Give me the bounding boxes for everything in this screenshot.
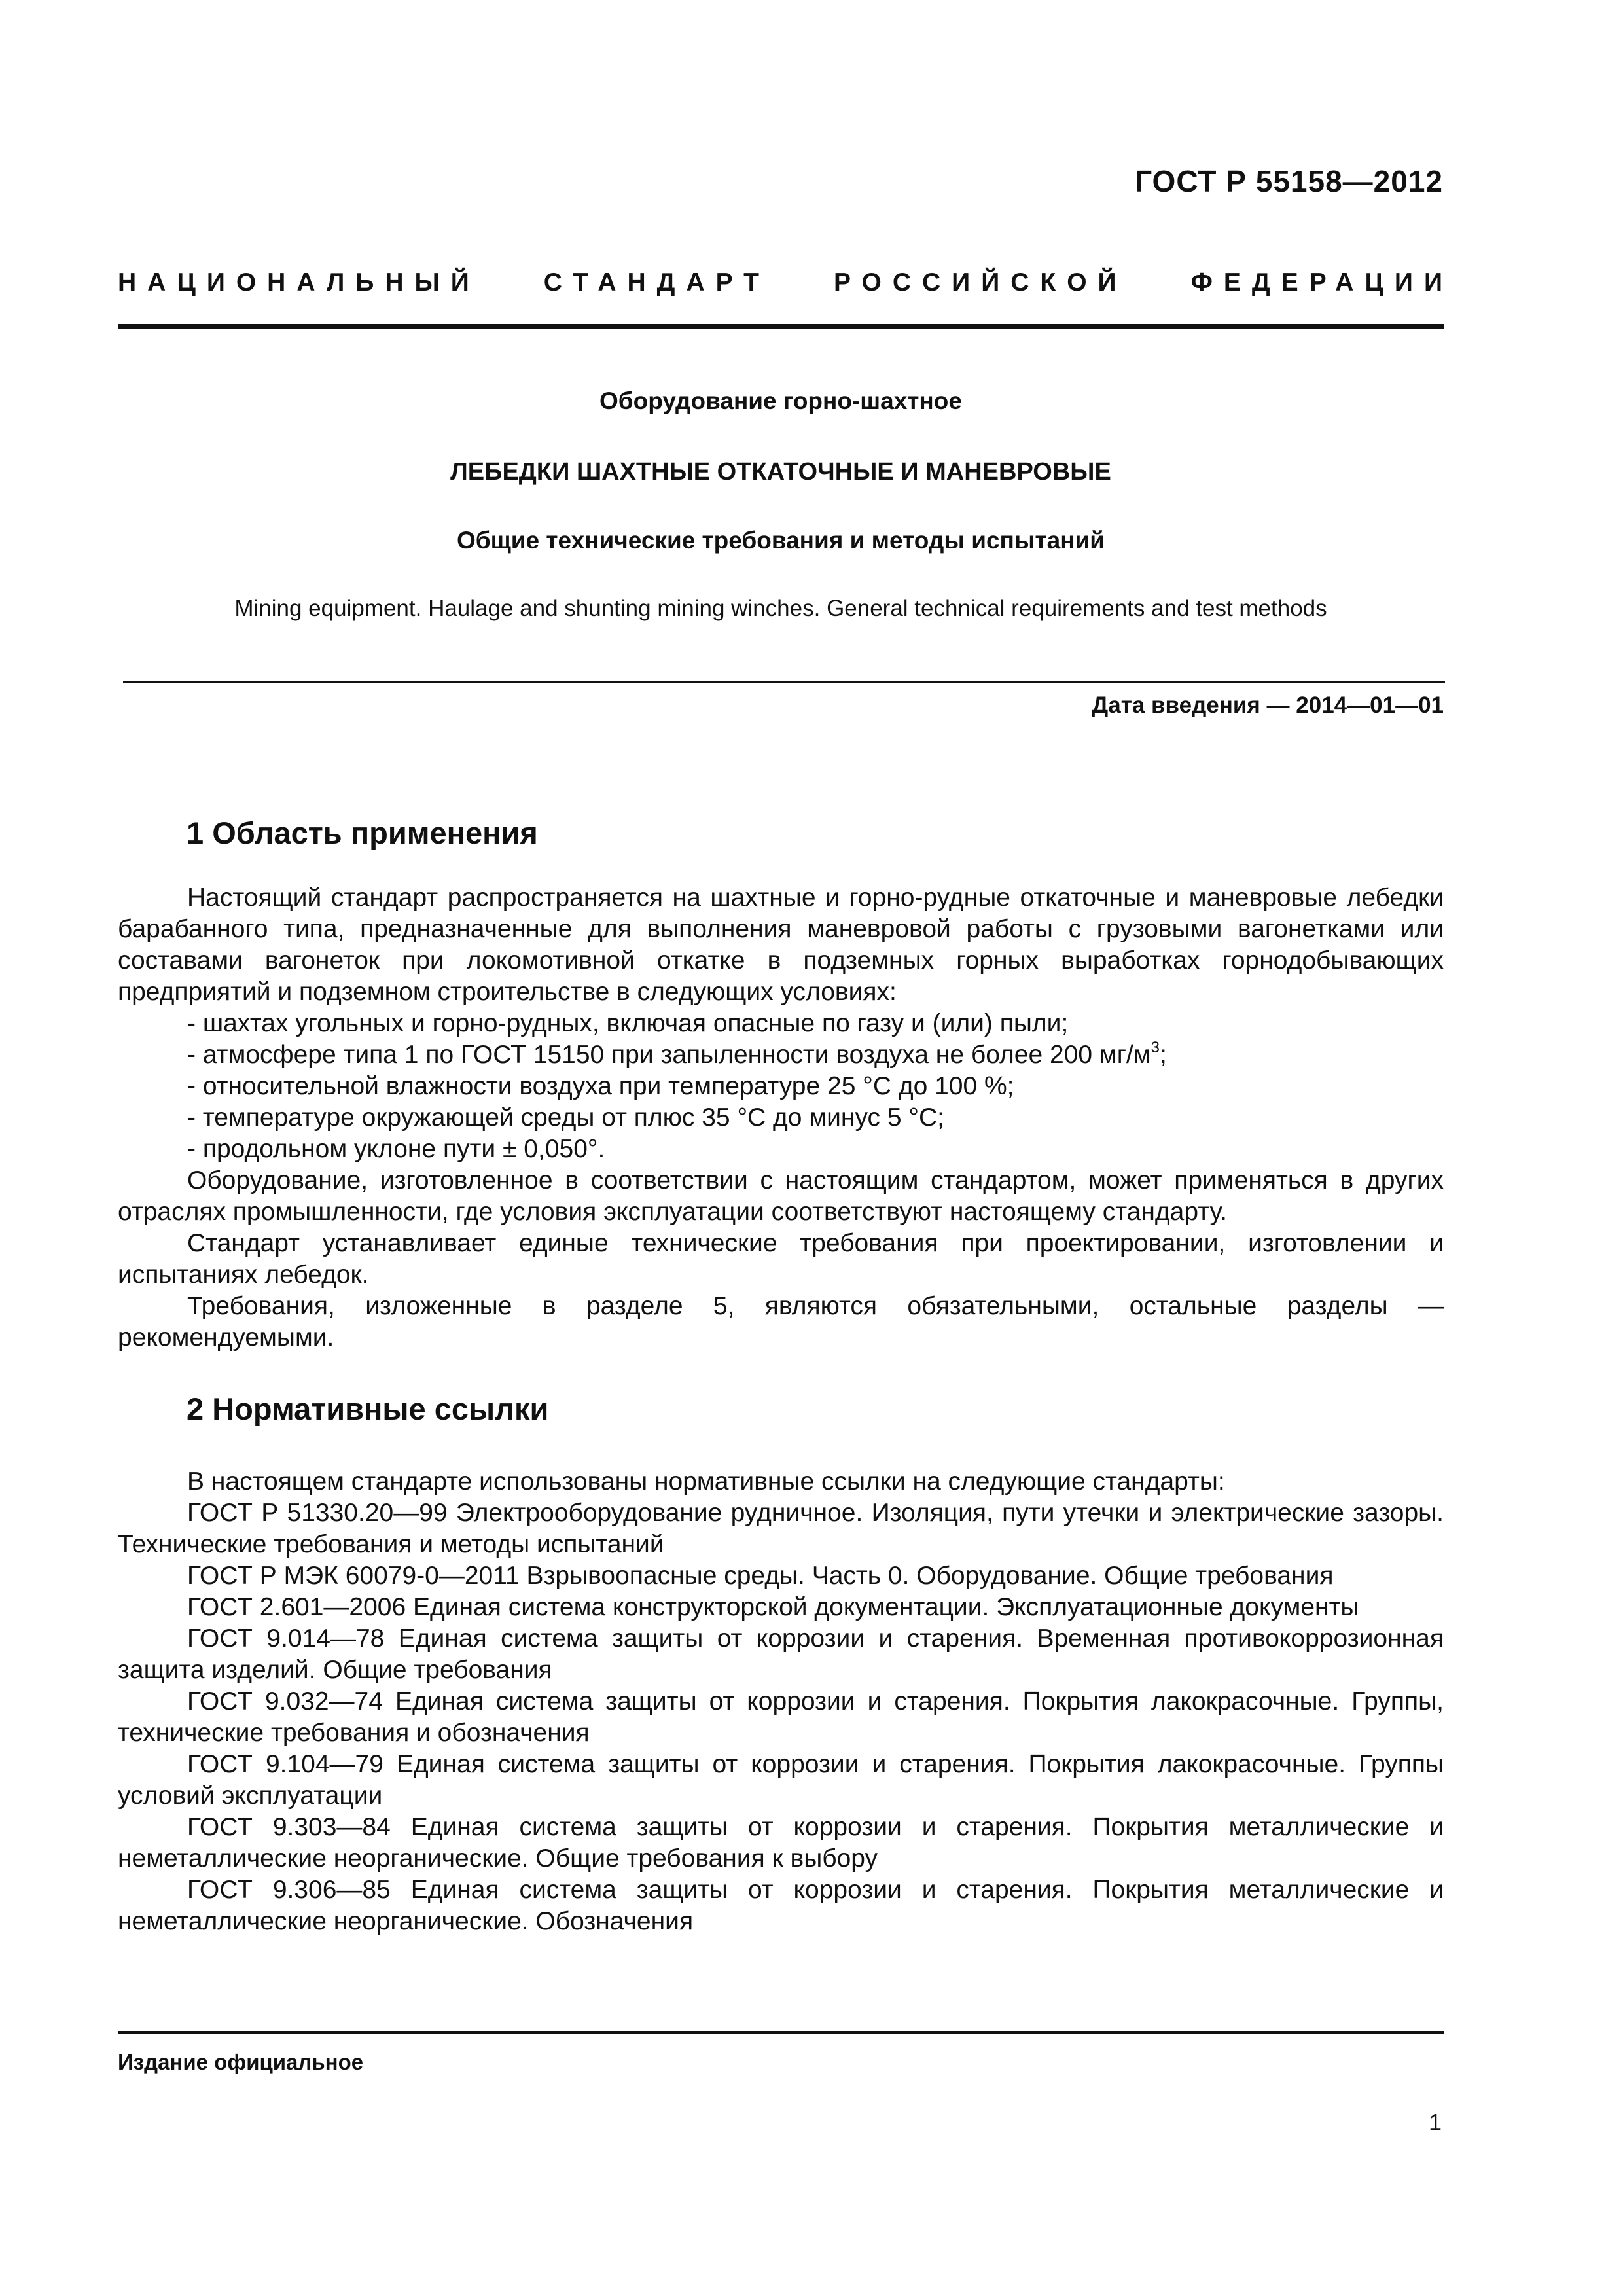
superscript: 3 bbox=[1150, 1039, 1160, 1056]
section-body-references bbox=[118, 1466, 1444, 1937]
document-subtitle: Общие технические требования и методы испытаний bbox=[456, 527, 1105, 554]
page-number: 1 bbox=[1428, 2109, 1442, 2136]
list-item bbox=[118, 1039, 1444, 1071]
reference-item: ГОСТ 9.014—78 Единая система защиты от коррозии и старения. Временная противокоррозионная защита изделий. Общие требования bbox=[118, 1624, 1444, 1684]
list-item: - относительной влажности воздуха при температуре 25 °С до 100 %; bbox=[187, 1072, 1014, 1100]
equipment-category: Оборудование горно-шахтное bbox=[599, 387, 962, 414]
paragraph: Оборудование, изготовленное в соответствии с настоящим стандартом, может применяться в других отраслях промышленности, где условия эксплуатации соответствуют настоящему стандарту. bbox=[118, 1166, 1444, 1226]
paragraph: Требования, изложенные в разделе 5, являются обязательными, остальные разделы — рекомендуемыми. bbox=[118, 1292, 1444, 1352]
reference-item: ГОСТ 9.306—85 Единая система защиты от коррозии и старения. Покрытия металлические и неметаллические неорганические. Обозначения bbox=[118, 1876, 1444, 1935]
reference-item: ГОСТ 9.032—74 Единая система защиты от коррозии и старения. Покрытия лакокрасочные. Группы, технические требования и обозначения bbox=[118, 1687, 1444, 1747]
paragraph: Настоящий стандарт распространяется на шахтные и горно-рудные откаточные и маневровые лебедки барабанного типа, предназначенные для выполнения маневровой работы с грузовыми вагонетками или составами вагонеток при локомотивной откатке в подземных горных выработках горнодобывающих предприятий и подземном строительстве в следующих условиях: bbox=[118, 884, 1444, 1006]
title-divider bbox=[123, 681, 1445, 683]
official-edition-label: Издание официальное bbox=[118, 2050, 364, 2074]
reference-item: ГОСТ 9.104—79 Единая система защиты от коррозии и старения. Покрытия лакокрасочные. Группы условий эксплуатации bbox=[118, 1750, 1444, 1810]
list-item-text: - атмосфере типа 1 по ГОСТ 15150 при запыленности воздуха не более 200 мг/м bbox=[187, 1041, 1151, 1069]
reference-item: ГОСТ Р 51330.20—99 Электрооборудование рудничное. Изоляция, пути утечки и электрические зазоры. Технические требования и методы испытаний bbox=[118, 1499, 1444, 1558]
reference-item: ГОСТ Р МЭК 60079-0—2011 Взрывоопасные среды. Часть 0. Оборудование. Общие требования bbox=[187, 1562, 1334, 1590]
footer-divider bbox=[118, 2031, 1444, 2034]
reference-item: ГОСТ 9.303—84 Единая система защиты от коррозии и старения. Покрытия металлические и неметаллические неорганические. Общие требования к выбору bbox=[118, 1813, 1444, 1873]
national-title-word: СТАНДАРТ bbox=[543, 268, 770, 296]
section-heading-references: 2 Нормативные ссылки bbox=[187, 1391, 549, 1426]
national-standard-title bbox=[118, 268, 1454, 297]
paragraph: Стандарт устанавливает единые технические требования при проектировании, изготовлении и испытаниях лебедок. bbox=[118, 1229, 1444, 1289]
list-item: - шахтах угольных и горно-рудных, включая опасные по газу и (или) пыли; bbox=[187, 1009, 1069, 1037]
english-title: Mining equipment. Haulage and shunting mining winches. General technical requirements and test methods bbox=[234, 596, 1327, 621]
section-body-scope bbox=[118, 882, 1444, 1354]
header-divider bbox=[118, 324, 1444, 329]
list-item-end: ; bbox=[1159, 1041, 1167, 1069]
standard-number: ГОСТ Р 55158—2012 bbox=[1135, 164, 1443, 198]
list-item: - температуре окружающей среды от плюс 35 °С до минус 5 °С; bbox=[187, 1103, 944, 1132]
reference-item: ГОСТ 2.601—2006 Единая система конструкторской документации. Эксплуатационные документы bbox=[187, 1593, 1359, 1621]
section-heading-scope: 1 Область применения bbox=[187, 816, 538, 850]
national-title-word: РОССИЙСКОЙ bbox=[834, 268, 1128, 296]
national-title-word: ФЕДЕРАЦИИ bbox=[1190, 268, 1454, 296]
national-title-word: НАЦИОНАЛЬНЫЙ bbox=[118, 268, 480, 296]
introduction-date: Дата введения — 2014—01—01 bbox=[1092, 692, 1444, 718]
document-title: ЛЕБЕДКИ ШАХТНЫЕ ОТКАТОЧНЫЕ И МАНЕВРОВЫЕ bbox=[450, 458, 1111, 486]
list-item: - продольном уклоне пути ± 0,050°. bbox=[187, 1135, 605, 1163]
paragraph: В настоящем стандарте использованы нормативные ссылки на следующие стандарты: bbox=[187, 1467, 1225, 1496]
